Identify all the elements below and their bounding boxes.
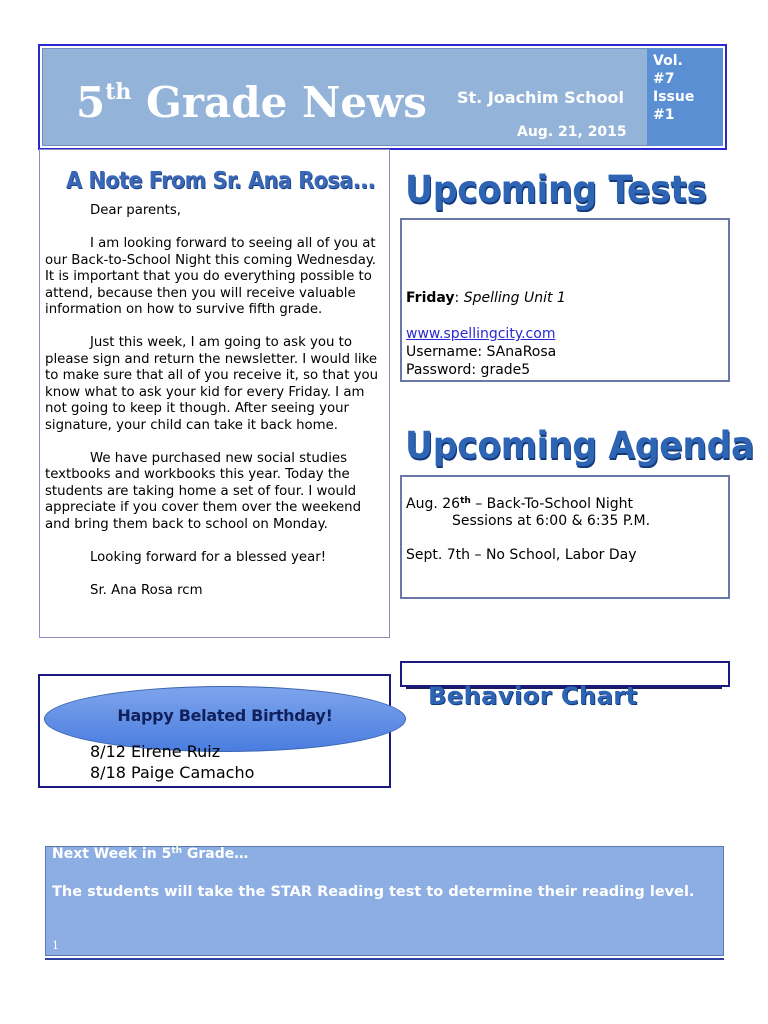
next-week-rule [45, 958, 724, 960]
birthday-list [90, 741, 254, 783]
vol-number: #7 [653, 71, 675, 87]
next-week-heading: Next Week in 5th Grade… [52, 846, 249, 862]
upcoming-agenda-content [406, 493, 650, 564]
issue-date: Aug. 21, 2015 [517, 124, 627, 140]
username-text: Username: SAnaRosa [406, 344, 557, 360]
upcoming-tests-heading: Upcoming Tests [405, 168, 707, 211]
agenda-item: Aug. 26th – Back-To-School Night [406, 496, 634, 512]
note-body [45, 203, 385, 616]
note-paragraph: I am looking forward to seeing all of you at our Back-to-School Night this coming Wednesday. It is important that you do everything possible to attend, because then you will receive valuable information on how to survive fifth grade. [45, 236, 377, 317]
volume-issue-box [647, 48, 723, 146]
page-number: 1 [52, 939, 59, 952]
agenda-item-detail: Sessions at 6:00 & 6:35 P.M. [452, 513, 651, 529]
list-item: 8/18 Paige Camacho [90, 763, 255, 782]
next-week-box [45, 846, 724, 956]
vol-label: Vol. [653, 53, 683, 69]
note-paragraph: Just this week, I am going to ask you to please sign and return the newsletter. I would like to make sure that all of you receive it, so that you know what to ask your kid for every Friday. I am not going to keep it though. After seeing your signature, your child can take it back home. [45, 335, 379, 433]
birthday-title: Happy Belated Birthday! [117, 706, 333, 725]
upcoming-agenda-heading: Upcoming Agenda [405, 424, 755, 467]
note-paragraph: Looking forward for a blessed year! [90, 549, 327, 565]
issue-label: Issue [653, 89, 695, 105]
spellingcity-link[interactable]: www.spellingcity.com [406, 326, 556, 342]
note-paragraph: We have purchased new social studies textbooks and workbooks this year. Today the students are taking home a set of four. I would appreciate if you cover them over the weekend and bring them back to school on Monday. [45, 450, 362, 532]
agenda-item: Sept. 7th – No School, Labor Day [406, 547, 637, 563]
note-paragraph: Dear parents, [90, 203, 182, 218]
behavior-chart-heading: Behavior Chart [428, 682, 638, 710]
note-signature: Sr. Ana Rosa rcm [90, 582, 203, 598]
next-week-text: The students will take the STAR Reading test to determine their reading level. [52, 884, 695, 900]
note-heading: A Note From Sr. Ana Rosa... [66, 168, 375, 194]
newsletter-title: 5th Grade News [76, 78, 427, 127]
issue-number: #1 [653, 107, 675, 123]
school-name: St. Joachim School [457, 88, 625, 107]
password-text: Password: grade5 [406, 362, 531, 378]
upcoming-tests-content [406, 289, 566, 379]
list-item: 8/12 Eirene Ruiz [90, 742, 221, 761]
test-entry: Friday: Spelling Unit 1 [406, 290, 566, 306]
